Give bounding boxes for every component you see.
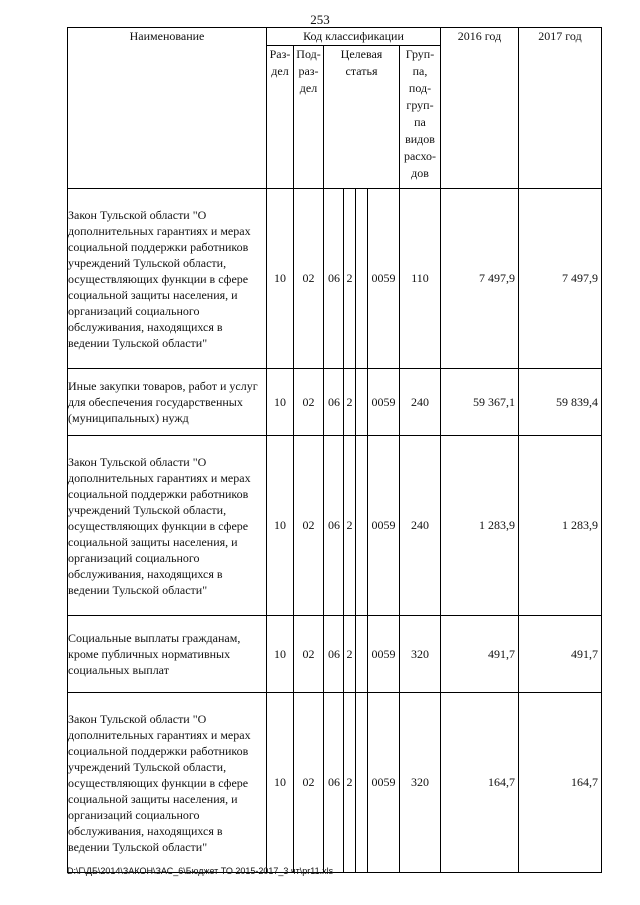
row-value-2016: 491,7 [441,616,519,693]
table-row [68,616,602,693]
row-name: Закон Тульской области "О дополнительных гарантиях и мерах социальной поддержки работников учреждений Тульской области, осуществляющих функции в сфере социальной защиты населения, и организаций социального обслуживания, находящихся в ведении Тульской области" [68,189,267,369]
header-section: Раз- дел [267,46,294,189]
row-subsection: 02 [294,616,324,693]
row-subsection: 02 [294,369,324,436]
row-expense-group: 110 [400,189,441,369]
page-number: 253 [310,12,330,27]
header-target-article: Целевая статья [324,46,400,189]
row-expense-group: 240 [400,436,441,616]
row-value-2017: 164,7 [519,693,602,873]
header-code-classification: Код классификации [267,28,441,46]
file-path-footer: D:\Г\ДБ\2014\ЗАКОН\ЗАС_6\Бюджет ТО 2015-2017_3 чт\pr11.xls [67,866,334,876]
row-value-2017: 1 283,9 [519,436,602,616]
row-target-subprogram: 2 [344,616,356,693]
row-expense-group: 320 [400,693,441,873]
header-subsection: Под- раз- дел [294,46,324,189]
row-value-2017: 59 839,4 [519,369,602,436]
table-row [68,369,602,436]
header-group: Груп- па, под- груп- па видов расхо- дов [400,46,441,189]
row-target-direction: 0059 [368,436,400,616]
row-section: 10 [267,616,294,693]
row-section: 10 [267,189,294,369]
row-value-2016: 1 283,9 [441,436,519,616]
row-target-blank [356,436,368,616]
header-year-2017: 2017 год [519,28,602,189]
header-name: Наименование [68,28,267,189]
row-value-2016: 59 367,1 [441,369,519,436]
table-row [68,436,602,616]
header-year-2016: 2016 год [441,28,519,189]
row-subsection: 02 [294,189,324,369]
row-value-2017: 7 497,9 [519,189,602,369]
row-section: 10 [267,369,294,436]
row-name: Закон Тульской области "О дополнительных гарантиях и мерах социальной поддержки работников учреждений Тульской области, осуществляющих функции в сфере социальной защиты населения, и организаций социального обслуживания, находящихся в ведении Тульской области" [68,693,267,873]
row-expense-group: 240 [400,369,441,436]
row-section: 10 [267,693,294,873]
row-value-2017: 491,7 [519,616,602,693]
row-name: Закон Тульской области "О дополнительных гарантиях и мерах социальной поддержки работников учреждений Тульской области, осуществляющих функции в сфере социальной защиты населения, и организаций социального обслуживания, находящихся в ведении Тульской области" [68,436,267,616]
row-name: Социальные выплаты гражданам, кроме публичных нормативных социальных выплат [68,616,267,693]
table-row [68,189,602,369]
row-target-program: 06 [324,616,344,693]
budget-table [67,27,602,873]
row-subsection: 02 [294,693,324,873]
row-target-blank [356,189,368,369]
row-target-direction: 0059 [368,693,400,873]
row-value-2016: 7 497,9 [441,189,519,369]
row-value-2016: 164,7 [441,693,519,873]
table-row [68,693,602,873]
row-subsection: 02 [294,436,324,616]
row-expense-group: 320 [400,616,441,693]
row-target-direction: 0059 [368,369,400,436]
row-section: 10 [267,436,294,616]
row-target-program: 06 [324,436,344,616]
row-target-subprogram: 2 [344,693,356,873]
row-target-direction: 0059 [368,189,400,369]
row-target-blank [356,616,368,693]
row-target-program: 06 [324,369,344,436]
row-target-subprogram: 2 [344,436,356,616]
row-name: Иные закупки товаров, работ и услуг для обеспечения государственных (муниципальных) нужд [68,369,267,436]
row-target-subprogram: 2 [344,369,356,436]
row-target-blank [356,693,368,873]
row-target-subprogram: 2 [344,189,356,369]
row-target-direction: 0059 [368,616,400,693]
row-target-blank [356,369,368,436]
row-target-program: 06 [324,693,344,873]
row-target-program: 06 [324,189,344,369]
